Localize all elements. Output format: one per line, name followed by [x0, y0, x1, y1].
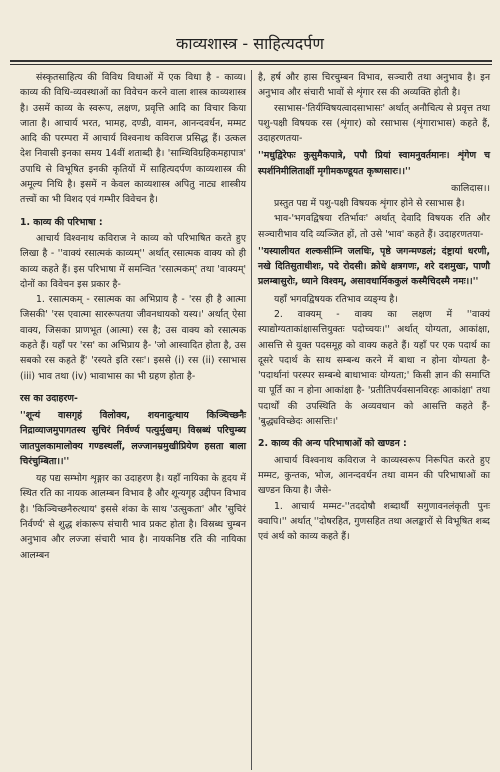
rasatmakam-paragraph: 1. रसात्मकम् - रसात्मक का अभिप्राय है - 'रस ही है आत्मा जिसकी' 'रस एवात्मा साररूपतया जीवनधायको यस्य।' अर्थात् ऐसा वाक्य, जिसका प्राणभूत (आत्मा) रस है; उस वाक्य को रसात्मक कहते हैं। यहाँ पर 'रस' का अभिप्राय है- 'जो आस्वादित होता है, उस सबको रस कहते हैं' 'रस्यते इति रसः'। इससे (i) रस (ii) रसाभास (iii) भाव तथा (iv) भावाभास का भी ग्रहण होता है-: [20, 294, 246, 382]
right-column: [258, 70, 490, 544]
rasa-explanation-paragraph: यह पद्य सम्भोग शृङ्गार का उदाहरण है। यहाँ नायिका के हृदय में स्थित रति का नायक आलम्बन विभाव है और शून्यगृह उद्दीपन विभाव है। 'किञ्चिच्छनैरुत्थाय' इससे शंका के साथ 'उत्सुकता' और 'सुचिरं निर्वर्ण्य' से शुद्ध शंकारूप संचारी भाव प्रकट होता है। विस्रब्ध चुम्बन अनुभाव और लज्जा संचारी भाव है। नायकनिष्ठ रति की नायिका आलम्बन: [20, 473, 246, 561]
section-heading-definition: 1. काव्य की परिभाषा :: [20, 216, 103, 228]
continued-paragraph: है, हर्ष और हास चिरचुम्बन विभाव, सञ्चारी तथा अनुभाव है। इन अनुभाव और संचारी भावों से शृंगार रस की अव्यक्ति होती है।: [258, 72, 490, 99]
mammata-paragraph: 1. आचार्य मम्मट-''तददोषौ शब्दार्थौ सगुणावनलंकृती पुनः क्वापि।'' अर्थात् ''दोषरहित, गुणसहित तथा अलङ्कारों से विभूषित शब्द एवं अर्थ को काव्य कहते हैं।: [258, 500, 490, 543]
section-heading-refutation: 2. काव्य की अन्य परिभाषाओं को खण्डन :: [258, 438, 407, 450]
intro-paragraph: संस्कृतसाहित्य की विविध विधाओं में एक विधा है - काव्य। काव्य की विधि-व्यवस्थाओं का विवेचन करने वाला शास्त्र काव्यशास्त्र है। उसमें काव्य के स्वरूप, लक्षण, प्रवृत्ति आदि का विचार किया जाता है। आचार्य भरत, भामह, दण्डी, वामन, आनन्दवर्धन, मम्मट आदि की परम्परा में आचार्य विश्वनाथ कविराज प्रसिद्ध हैं। उत्कल देश निवासी इनका समय 14वीं शताब्दी है। 'साम्धिविग्रहिकमहापात्र' उपाधि से विभूषित इनकी कृतियों में साहित्यदर्पण काव्यशास्त्र की अमूल्य निधि है। इसमें न केवल काव्यशास्त्र अपितु नाट्य शास्त्रीय तत्त्वों का भी विशद एवं गम्भीर विवेचन है।: [20, 72, 246, 206]
page-header: काव्यशास्त्र - साहित्यदर्पण: [176, 34, 324, 53]
bhava-paragraph: भाव-'भगवद्विषया रतिर्भावः' अर्थात् देवादि विषयक रति और सञ्चारीभाव यदि व्यञ्जित हों, तो उसे 'भाव' कहते हैं। उदाहरणतया-: [258, 213, 490, 240]
rasa-example-heading: रस का उदाहरण-: [20, 392, 78, 404]
header-rule: [10, 60, 492, 62]
rasabhasa-explanation: प्रस्तुत पद्य में पशु-पक्षी विषयक शृंगार होने से रसाभास है।: [274, 198, 465, 210]
rasabhasa-verse: ''मधुद्विरेफः कुसुमैकपात्रे, पपौ प्रियां स्वामनुवर्तमानः। शृंगेण च स्पर्शनिमीलिताक्षीं मृगीमकण्डूयत कृष्णसारः।।'': [258, 150, 490, 177]
left-column: [20, 70, 246, 563]
header-rule-thin: [10, 64, 492, 65]
column-divider: [251, 70, 252, 770]
rasa-example-verse: ''शून्यं वासगृहं विलोक्य, शयनादुत्थाय किञ्चिच्छनैः निद्राव्याजमुपागतस्य सुचिरं निर्वर्ण्य पत्युर्मुखम्। विस्रब्धं परिचुम्ब्य जातपुलकामालोक्य गण्डस्थलीं, लज्जानम्रमुखीप्रियेण हसता बाला चिरंचुम्बिता।।'': [20, 410, 246, 467]
vakyam-paragraph: 2. वाक्यम् - वाक्य का लक्षण में ''वाक्यं स्याद्योग्यताकांक्षासत्तियुक्तः पदोच्चयः।'' अर्थात् योग्यता, आकांक्षा, आसत्ति से युक्त पदसमूह को वाक्य कहते हैं। यहाँ पर एक पदार्थ का दूसरे पदार्थ के साथ सम्बन्ध करने में बाधा न होना योग्यता है- 'पदार्थानां परस्पर सम्बन्धे बाधाभावः योग्यता;' किसी ज्ञान की समाप्ति या पूर्ति का न होना आकांक्षा है- 'प्रतीतिपर्यवसानविरहः आकांक्षा' तथा पदार्थों की उपस्थिति के अव्यवधान को आसत्ति कहते हैं- 'बुद्ध्यविच्छेदः आसत्तिः।': [258, 308, 490, 428]
verse-source: कालिदास।।: [451, 182, 490, 194]
refutation-paragraph: आचार्य विश्वनाथ कविराज ने काव्यस्वरूप निरूपित करते हुए मम्मट, कुन्तक, भोज, आनन्दवर्धन तथा वामन की परिभाषाओं का खण्डन किया है। जैसे-: [258, 454, 490, 497]
bhava-verse: ''यस्यालीयत शल्कसीम्नि जलधिः, पृष्ठे जगन्मण्डलं; दंष्ट्रायां धरणी, नखे दितिसुताधीशः, पदे रोदसी। क्रोधे क्षत्रगणः, शरे दशमुखः, पाणौ प्रलम्बासुरोः, ध्याने विश्वम्, असावधार्मिककुलं कस्मैचिदस्मै नमः।।'': [258, 246, 490, 288]
rasabhasa-paragraph: रसाभास-'तिर्यग्विषयत्वादसाभासः' अर्थात् अनौचित्य से प्रवृत्त तथा पशु-पक्षी विषयक रस (शृंगार) को रसाभास (शृंगाराभास) कहते हैं, उदाहरणतया-: [258, 102, 490, 145]
definition-paragraph: आचार्य विश्वनाथ कविराज ने काव्य को परिभाषित करते हुए लिखा है - ''वाक्यं रसात्मकं काव्यम्'' अर्थात् रसात्मक वाक्य को ही काव्य कहते हैं। इस परिभाषा में समन्वित 'रसात्मकम्' तथा 'वाक्यम्' दोनों का विवेचन इस प्रकार है-: [20, 232, 246, 290]
bhava-explanation: यहाँ भगवद्विषयक रतिभाव व्यङ्ग्य है।: [274, 293, 398, 305]
